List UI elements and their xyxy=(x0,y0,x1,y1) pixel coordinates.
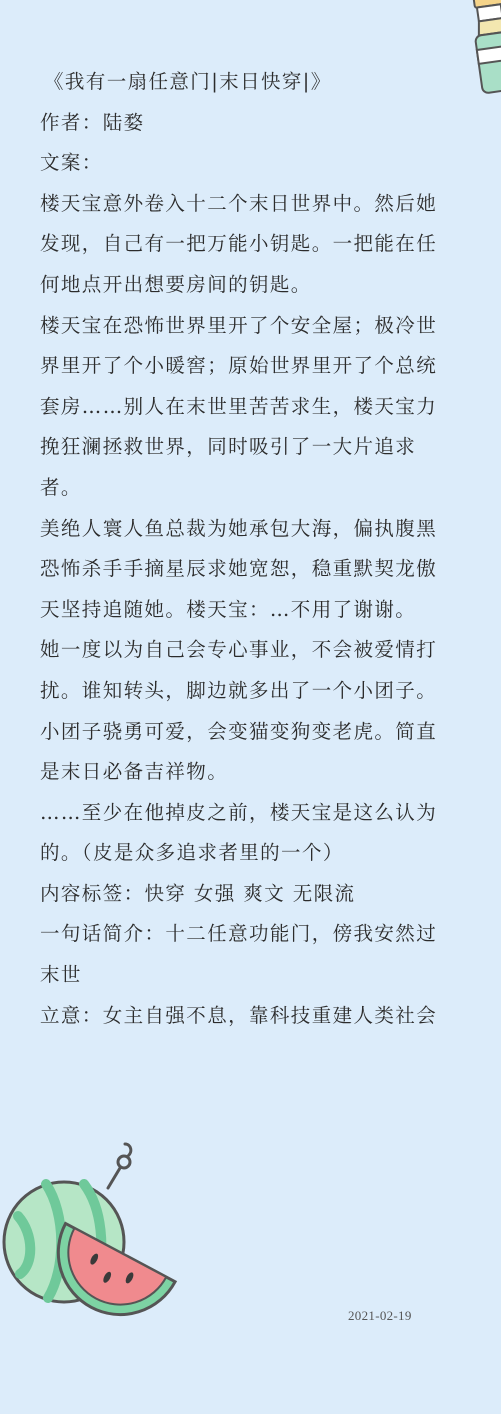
blurb-paragraph: 楼天宝意外卷入十二个末日世界中。然后她发现，自己有一把万能小钥匙。一把能在任何地点开出想要房间的钥匙。 xyxy=(40,191,438,296)
bottle-icon xyxy=(461,0,501,100)
book-title: 《我有一扇任意门|末日快穿|》 xyxy=(44,70,332,93)
tags-line: 内容标签：快穿 女强 爽文 无限流 xyxy=(40,881,356,905)
author-line: 作者：陆婺 xyxy=(40,110,145,134)
blurb-paragraph: 楼天宝在恐怖世界里开了个安全屋；极冷世界里开了个小暖窖；原始世界里开了个总统套房……别人在末世里苦苦求生，楼天宝力挽狂澜拯救世界，同时吸引了一大片追求者。 xyxy=(40,313,438,499)
blurb-label: 文案： xyxy=(40,151,103,175)
watermelon-icon xyxy=(0,1138,185,1338)
publish-date: 2021-02-19 xyxy=(348,1308,412,1323)
blurb-paragraph: ……至少在他掉皮之前，楼天宝是这么认为的。（皮是众多追求者里的一个） xyxy=(40,800,438,865)
blurb-paragraph: 美绝人寰人鱼总裁为她承包大海，偏执腹黑恐怖杀手手摘星辰求她宽恕，稳重默契龙傲天坚持追随她。楼天宝：…不用了谢谢。 xyxy=(40,516,438,621)
theme-line: 立意：女主自强不息，靠科技重建人类社会 xyxy=(40,1003,438,1027)
summary-line: 一句话简介：十二任意功能门，傍我安然过末世 xyxy=(40,922,438,987)
blurb-paragraph: 她一度以为自己会专心事业，不会被爱情打扰。谁知转头，脚边就多出了一个小团子。小团子骁勇可爱，会变猫变狗变老虎。简直是末日必备吉祥物。 xyxy=(40,638,438,784)
novel-text xyxy=(40,62,445,1036)
